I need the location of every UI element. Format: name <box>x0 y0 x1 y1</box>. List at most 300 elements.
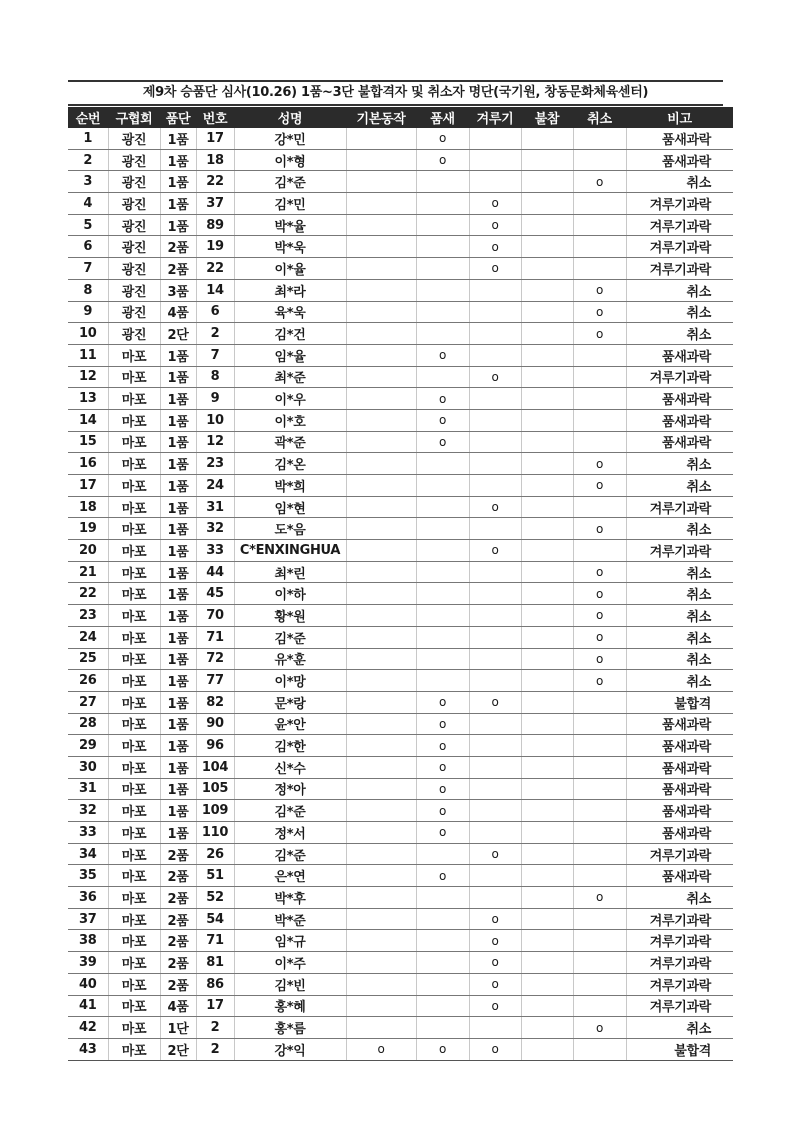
cell-absent <box>521 735 573 757</box>
cell-number: 10 <box>196 409 234 431</box>
cell-sparring <box>469 778 521 800</box>
cell-sparring: o <box>469 193 521 215</box>
cell-number: 54 <box>196 908 234 930</box>
cell-poomsae: o <box>416 431 469 453</box>
cell-number: 70 <box>196 605 234 627</box>
cell-seq: 10 <box>68 323 108 345</box>
cell-basic-moves <box>346 648 416 670</box>
cell-sparring <box>469 887 521 909</box>
cell-remarks: 품새과락 <box>626 735 733 757</box>
cell-cancel <box>573 735 626 757</box>
cell-rank: 1품 <box>160 561 196 583</box>
cell-poomsae <box>416 323 469 345</box>
cell-association: 마포 <box>108 691 160 713</box>
cell-name: 홍*름 <box>234 1017 346 1039</box>
cell-cancel <box>573 236 626 258</box>
cell-name: 최*준 <box>234 366 346 388</box>
cell-number: 110 <box>196 822 234 844</box>
cell-absent <box>521 344 573 366</box>
cell-basic-moves <box>346 778 416 800</box>
cell-absent <box>521 279 573 301</box>
cell-number: 22 <box>196 171 234 193</box>
cell-association: 마포 <box>108 713 160 735</box>
cell-name: 박*희 <box>234 475 346 497</box>
table-row <box>68 279 733 301</box>
cell-name: C*ENXINGHUA <box>234 540 346 562</box>
cell-seq: 32 <box>68 800 108 822</box>
header-name: 성명 <box>234 107 346 128</box>
cell-absent <box>521 973 573 995</box>
table-row <box>68 626 733 648</box>
cell-basic-moves <box>346 995 416 1017</box>
cell-name: 유*훈 <box>234 648 346 670</box>
cell-number: 33 <box>196 540 234 562</box>
cell-poomsae: o <box>416 1038 469 1060</box>
cell-association: 마포 <box>108 865 160 887</box>
cell-sparring <box>469 279 521 301</box>
cell-sparring <box>469 822 521 844</box>
cell-remarks: 겨루기과락 <box>626 236 733 258</box>
cell-name: 김*준 <box>234 171 346 193</box>
cell-rank: 2품 <box>160 887 196 909</box>
cell-absent <box>521 409 573 431</box>
cell-seq: 12 <box>68 366 108 388</box>
cell-absent <box>521 713 573 735</box>
cell-cancel <box>573 344 626 366</box>
cell-sparring <box>469 670 521 692</box>
table-row <box>68 1038 733 1060</box>
cell-rank: 2품 <box>160 952 196 974</box>
cell-remarks: 취소 <box>626 561 733 583</box>
cell-cancel <box>573 366 626 388</box>
cell-cancel <box>573 149 626 171</box>
cell-association: 광진 <box>108 258 160 280</box>
cell-poomsae <box>416 843 469 865</box>
cell-rank: 1품 <box>160 453 196 475</box>
cell-remarks: 취소 <box>626 453 733 475</box>
cell-number: 6 <box>196 301 234 323</box>
cell-remarks: 겨루기과락 <box>626 952 733 974</box>
cell-basic-moves <box>346 843 416 865</box>
table-row <box>68 800 733 822</box>
cell-remarks: 취소 <box>626 670 733 692</box>
cell-rank: 1품 <box>160 670 196 692</box>
cell-poomsae: o <box>416 778 469 800</box>
cell-association: 마포 <box>108 735 160 757</box>
cell-remarks: 겨루기과락 <box>626 930 733 952</box>
cell-number: 90 <box>196 713 234 735</box>
table-row <box>68 236 733 258</box>
cell-association: 광진 <box>108 279 160 301</box>
cell-cancel: o <box>573 670 626 692</box>
cell-seq: 20 <box>68 540 108 562</box>
cell-number: 22 <box>196 258 234 280</box>
cell-poomsae <box>416 193 469 215</box>
cell-cancel <box>573 431 626 453</box>
cell-association: 마포 <box>108 605 160 627</box>
cell-association: 마포 <box>108 626 160 648</box>
cell-basic-moves <box>346 1017 416 1039</box>
cell-remarks: 품새과락 <box>626 431 733 453</box>
cell-cancel <box>573 193 626 215</box>
cell-name: 강*익 <box>234 1038 346 1060</box>
cell-basic-moves <box>346 908 416 930</box>
cell-cancel <box>573 1038 626 1060</box>
cell-remarks: 취소 <box>626 301 733 323</box>
cell-number: 14 <box>196 279 234 301</box>
cell-rank: 1품 <box>160 193 196 215</box>
cell-sparring <box>469 388 521 410</box>
cell-poomsae <box>416 995 469 1017</box>
cell-basic-moves <box>346 236 416 258</box>
table-row <box>68 496 733 518</box>
cell-absent <box>521 626 573 648</box>
cell-cancel: o <box>573 626 626 648</box>
cell-name: 윤*안 <box>234 713 346 735</box>
cell-number: 105 <box>196 778 234 800</box>
cell-association: 마포 <box>108 518 160 540</box>
table-row <box>68 887 733 909</box>
cell-seq: 37 <box>68 908 108 930</box>
cell-seq: 36 <box>68 887 108 909</box>
cell-remarks: 겨루기과락 <box>626 995 733 1017</box>
cell-association: 마포 <box>108 561 160 583</box>
cell-sparring <box>469 800 521 822</box>
cell-association: 마포 <box>108 388 160 410</box>
cell-number: 32 <box>196 518 234 540</box>
cell-number: 9 <box>196 388 234 410</box>
cell-association: 마포 <box>108 800 160 822</box>
table-row <box>68 865 733 887</box>
cell-number: 2 <box>196 1017 234 1039</box>
table-row <box>68 431 733 453</box>
cell-poomsae <box>416 887 469 909</box>
cell-basic-moves <box>346 518 416 540</box>
cell-poomsae <box>416 583 469 605</box>
cell-rank: 1품 <box>160 149 196 171</box>
cell-absent <box>521 887 573 909</box>
cell-absent <box>521 301 573 323</box>
cell-sparring <box>469 756 521 778</box>
cell-sparring <box>469 648 521 670</box>
cell-name: 임*율 <box>234 344 346 366</box>
cell-number: 31 <box>196 496 234 518</box>
cell-number: 89 <box>196 214 234 236</box>
header-seq: 순번 <box>68 107 108 128</box>
cell-cancel: o <box>573 171 626 193</box>
cell-poomsae <box>416 366 469 388</box>
table-row <box>68 583 733 605</box>
cell-absent <box>521 691 573 713</box>
cell-rank: 1단 <box>160 1017 196 1039</box>
cell-rank: 1품 <box>160 518 196 540</box>
table-row <box>68 453 733 475</box>
cell-seq: 27 <box>68 691 108 713</box>
table-row <box>68 735 733 757</box>
cell-association: 마포 <box>108 409 160 431</box>
table-row <box>68 171 733 193</box>
cell-basic-moves <box>346 670 416 692</box>
cell-number: 18 <box>196 149 234 171</box>
cell-poomsae <box>416 1017 469 1039</box>
cell-seq: 1 <box>68 128 108 149</box>
cell-association: 마포 <box>108 496 160 518</box>
cell-rank: 1품 <box>160 626 196 648</box>
cell-seq: 22 <box>68 583 108 605</box>
cell-basic-moves <box>346 344 416 366</box>
cell-rank: 2품 <box>160 973 196 995</box>
cell-basic-moves <box>346 388 416 410</box>
cell-remarks: 불합격 <box>626 1038 733 1060</box>
cell-basic-moves <box>346 561 416 583</box>
cell-rank: 1품 <box>160 735 196 757</box>
cell-poomsae <box>416 518 469 540</box>
cell-number: 86 <box>196 973 234 995</box>
cell-basic-moves <box>346 583 416 605</box>
cell-name: 곽*준 <box>234 431 346 453</box>
document-title: 제9차 승품단 심사(10.26) 1품~3단 불합격자 및 취소자 명단(국기원, 창동문화체육센터) <box>142 85 649 100</box>
cell-name: 은*연 <box>234 865 346 887</box>
cell-cancel <box>573 214 626 236</box>
cell-poomsae <box>416 605 469 627</box>
cell-remarks: 취소 <box>626 171 733 193</box>
cell-rank: 2품 <box>160 258 196 280</box>
cell-basic-moves <box>346 540 416 562</box>
cell-basic-moves <box>346 756 416 778</box>
cell-number: 71 <box>196 930 234 952</box>
cell-seq: 28 <box>68 713 108 735</box>
cell-poomsae <box>416 670 469 692</box>
cell-seq: 24 <box>68 626 108 648</box>
cell-sparring: o <box>469 930 521 952</box>
table-row <box>68 973 733 995</box>
table-row <box>68 605 733 627</box>
cell-absent <box>521 214 573 236</box>
cell-number: 96 <box>196 735 234 757</box>
cell-basic-moves <box>346 475 416 497</box>
cell-absent <box>521 193 573 215</box>
cell-remarks: 겨루기과락 <box>626 366 733 388</box>
cell-name: 강*민 <box>234 128 346 149</box>
cell-poomsae <box>416 258 469 280</box>
cell-rank: 1품 <box>160 583 196 605</box>
cell-name: 정*서 <box>234 822 346 844</box>
cell-association: 마포 <box>108 366 160 388</box>
cell-cancel <box>573 540 626 562</box>
cell-remarks: 겨루기과락 <box>626 214 733 236</box>
cell-sparring <box>469 431 521 453</box>
cell-name: 김*준 <box>234 843 346 865</box>
cell-poomsae <box>416 540 469 562</box>
cell-remarks: 취소 <box>626 279 733 301</box>
cell-remarks: 취소 <box>626 518 733 540</box>
cell-sparring <box>469 344 521 366</box>
cell-rank: 2품 <box>160 236 196 258</box>
cell-seq: 14 <box>68 409 108 431</box>
table-row <box>68 670 733 692</box>
cell-cancel: o <box>573 475 626 497</box>
cell-remarks: 품새과락 <box>626 756 733 778</box>
cell-association: 마포 <box>108 670 160 692</box>
table-row <box>68 128 733 149</box>
cell-seq: 29 <box>68 735 108 757</box>
cell-sparring <box>469 583 521 605</box>
cell-seq: 31 <box>68 778 108 800</box>
cell-remarks: 취소 <box>626 475 733 497</box>
cell-cancel <box>573 258 626 280</box>
cell-poomsae <box>416 279 469 301</box>
cell-association: 광진 <box>108 171 160 193</box>
cell-association: 광진 <box>108 236 160 258</box>
cell-absent <box>521 518 573 540</box>
cell-basic-moves <box>346 366 416 388</box>
cell-rank: 1품 <box>160 431 196 453</box>
cell-poomsae <box>416 475 469 497</box>
cell-cancel: o <box>573 583 626 605</box>
table-row <box>68 193 733 215</box>
cell-rank: 1품 <box>160 388 196 410</box>
cell-seq: 17 <box>68 475 108 497</box>
cell-name: 김*건 <box>234 323 346 345</box>
cell-poomsae: o <box>416 865 469 887</box>
cell-absent <box>521 778 573 800</box>
cell-association: 광진 <box>108 149 160 171</box>
cell-absent <box>521 540 573 562</box>
cell-sparring: o <box>469 995 521 1017</box>
cell-name: 이*우 <box>234 388 346 410</box>
cell-number: 72 <box>196 648 234 670</box>
cell-basic-moves <box>346 453 416 475</box>
cell-name: 박*율 <box>234 214 346 236</box>
cell-number: 17 <box>196 995 234 1017</box>
cell-absent <box>521 865 573 887</box>
cell-seq: 18 <box>68 496 108 518</box>
cell-poomsae <box>416 496 469 518</box>
cell-poomsae <box>416 952 469 974</box>
cell-number: 45 <box>196 583 234 605</box>
cell-cancel <box>573 409 626 431</box>
cell-association: 마포 <box>108 908 160 930</box>
cell-sparring: o <box>469 952 521 974</box>
cell-sparring <box>469 865 521 887</box>
cell-name: 신*수 <box>234 756 346 778</box>
cell-seq: 8 <box>68 279 108 301</box>
cell-number: 52 <box>196 887 234 909</box>
cell-rank: 4품 <box>160 301 196 323</box>
table-row <box>68 366 733 388</box>
cell-name: 육*욱 <box>234 301 346 323</box>
cell-seq: 41 <box>68 995 108 1017</box>
cell-name: 김*온 <box>234 453 346 475</box>
cell-remarks: 취소 <box>626 626 733 648</box>
cell-basic-moves <box>346 822 416 844</box>
cell-basic-moves <box>346 973 416 995</box>
cell-sparring <box>469 171 521 193</box>
header-number: 번호 <box>196 107 234 128</box>
cell-number: 7 <box>196 344 234 366</box>
cell-association: 마포 <box>108 648 160 670</box>
cell-sparring <box>469 301 521 323</box>
cell-poomsae <box>416 236 469 258</box>
cell-association: 마포 <box>108 887 160 909</box>
table-row <box>68 149 733 171</box>
table-row <box>68 561 733 583</box>
cell-absent <box>521 496 573 518</box>
cell-sparring <box>469 453 521 475</box>
table-row <box>68 713 733 735</box>
cell-remarks: 품새과락 <box>626 713 733 735</box>
cell-association: 광진 <box>108 193 160 215</box>
cell-sparring <box>469 149 521 171</box>
cell-association: 마포 <box>108 453 160 475</box>
cell-name: 박*욱 <box>234 236 346 258</box>
header-association: 구협회 <box>108 107 160 128</box>
cell-remarks: 취소 <box>626 648 733 670</box>
cell-number: 26 <box>196 843 234 865</box>
cell-rank: 1품 <box>160 214 196 236</box>
cell-sparring <box>469 128 521 149</box>
cell-rank: 1품 <box>160 691 196 713</box>
cell-association: 마포 <box>108 583 160 605</box>
cell-cancel: o <box>573 518 626 540</box>
cell-association: 마포 <box>108 1038 160 1060</box>
cell-basic-moves <box>346 193 416 215</box>
cell-rank: 1품 <box>160 778 196 800</box>
cell-sparring <box>469 605 521 627</box>
cell-poomsae: o <box>416 388 469 410</box>
cell-number: 17 <box>196 128 234 149</box>
cell-sparring: o <box>469 236 521 258</box>
cell-absent <box>521 323 573 345</box>
header-basic-moves: 기본동작 <box>346 107 416 128</box>
cell-basic-moves <box>346 887 416 909</box>
cell-sparring: o <box>469 908 521 930</box>
cell-rank: 1품 <box>160 496 196 518</box>
cell-number: 104 <box>196 756 234 778</box>
cell-name: 이*형 <box>234 149 346 171</box>
cell-cancel: o <box>573 887 626 909</box>
cell-remarks: 겨루기과락 <box>626 258 733 280</box>
table-row <box>68 843 733 865</box>
cell-name: 김*한 <box>234 735 346 757</box>
cell-remarks: 품새과락 <box>626 409 733 431</box>
cell-number: 44 <box>196 561 234 583</box>
cell-sparring <box>469 1017 521 1039</box>
cell-association: 광진 <box>108 214 160 236</box>
cell-number: 2 <box>196 1038 234 1060</box>
cell-name: 정*아 <box>234 778 346 800</box>
cell-seq: 9 <box>68 301 108 323</box>
cell-cancel: o <box>573 453 626 475</box>
cell-cancel <box>573 822 626 844</box>
cell-basic-moves <box>346 713 416 735</box>
cell-sparring: o <box>469 258 521 280</box>
cell-association: 광진 <box>108 323 160 345</box>
cell-cancel <box>573 865 626 887</box>
cell-remarks: 품새과락 <box>626 800 733 822</box>
cell-absent <box>521 908 573 930</box>
cell-poomsae <box>416 930 469 952</box>
cell-poomsae <box>416 908 469 930</box>
cell-association: 광진 <box>108 128 160 149</box>
cell-sparring: o <box>469 843 521 865</box>
cell-absent <box>521 561 573 583</box>
cell-sparring <box>469 735 521 757</box>
cell-seq: 7 <box>68 258 108 280</box>
cell-sparring <box>469 561 521 583</box>
cell-number: 19 <box>196 236 234 258</box>
cell-cancel: o <box>573 1017 626 1039</box>
